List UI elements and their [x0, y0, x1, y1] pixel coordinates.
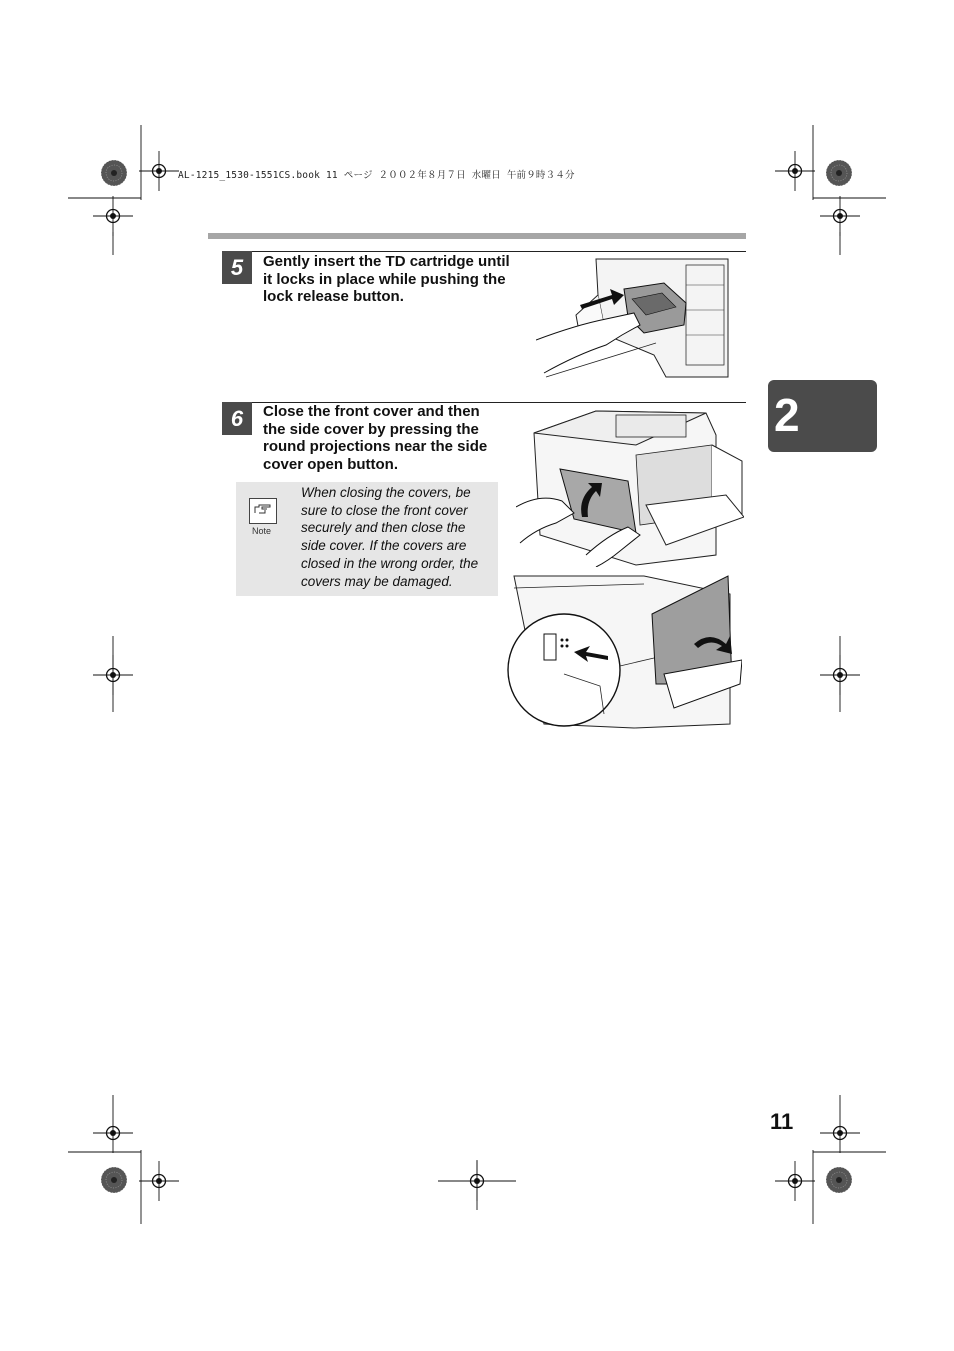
chapter-number: 2 [774, 389, 800, 441]
step-5-number: 5 [222, 251, 252, 284]
step-5-illustration [536, 255, 732, 381]
step-6-number: 6 [222, 402, 252, 435]
step-6-text: Close the front cover and then the side cover by pressing the round projections near the side cover open button. [263, 403, 488, 473]
pointing-hand-icon [249, 498, 277, 524]
step-6-side-cover-illustration [504, 574, 742, 730]
page-number: 11 [770, 1109, 794, 1134]
top-rule [208, 233, 746, 239]
chapter-tab [768, 380, 877, 452]
step-6-front-cover-illustration [516, 405, 744, 567]
note-label: Note [252, 526, 272, 536]
note-text: When closing the covers, be sure to close the front cover securely and then close the side cover. If the covers are closed in the wrong order, the covers may be damaged. [301, 485, 479, 589]
print-header: AL-1215_1530-1551CS.book 11 ページ ２００２年８月７日 水曜日 午前９時３４分 [178, 170, 575, 181]
step-5-rule [222, 251, 746, 252]
step-5-text: Gently insert the TD cartridge until it locks in place while pushing the lock release button. [263, 253, 510, 306]
